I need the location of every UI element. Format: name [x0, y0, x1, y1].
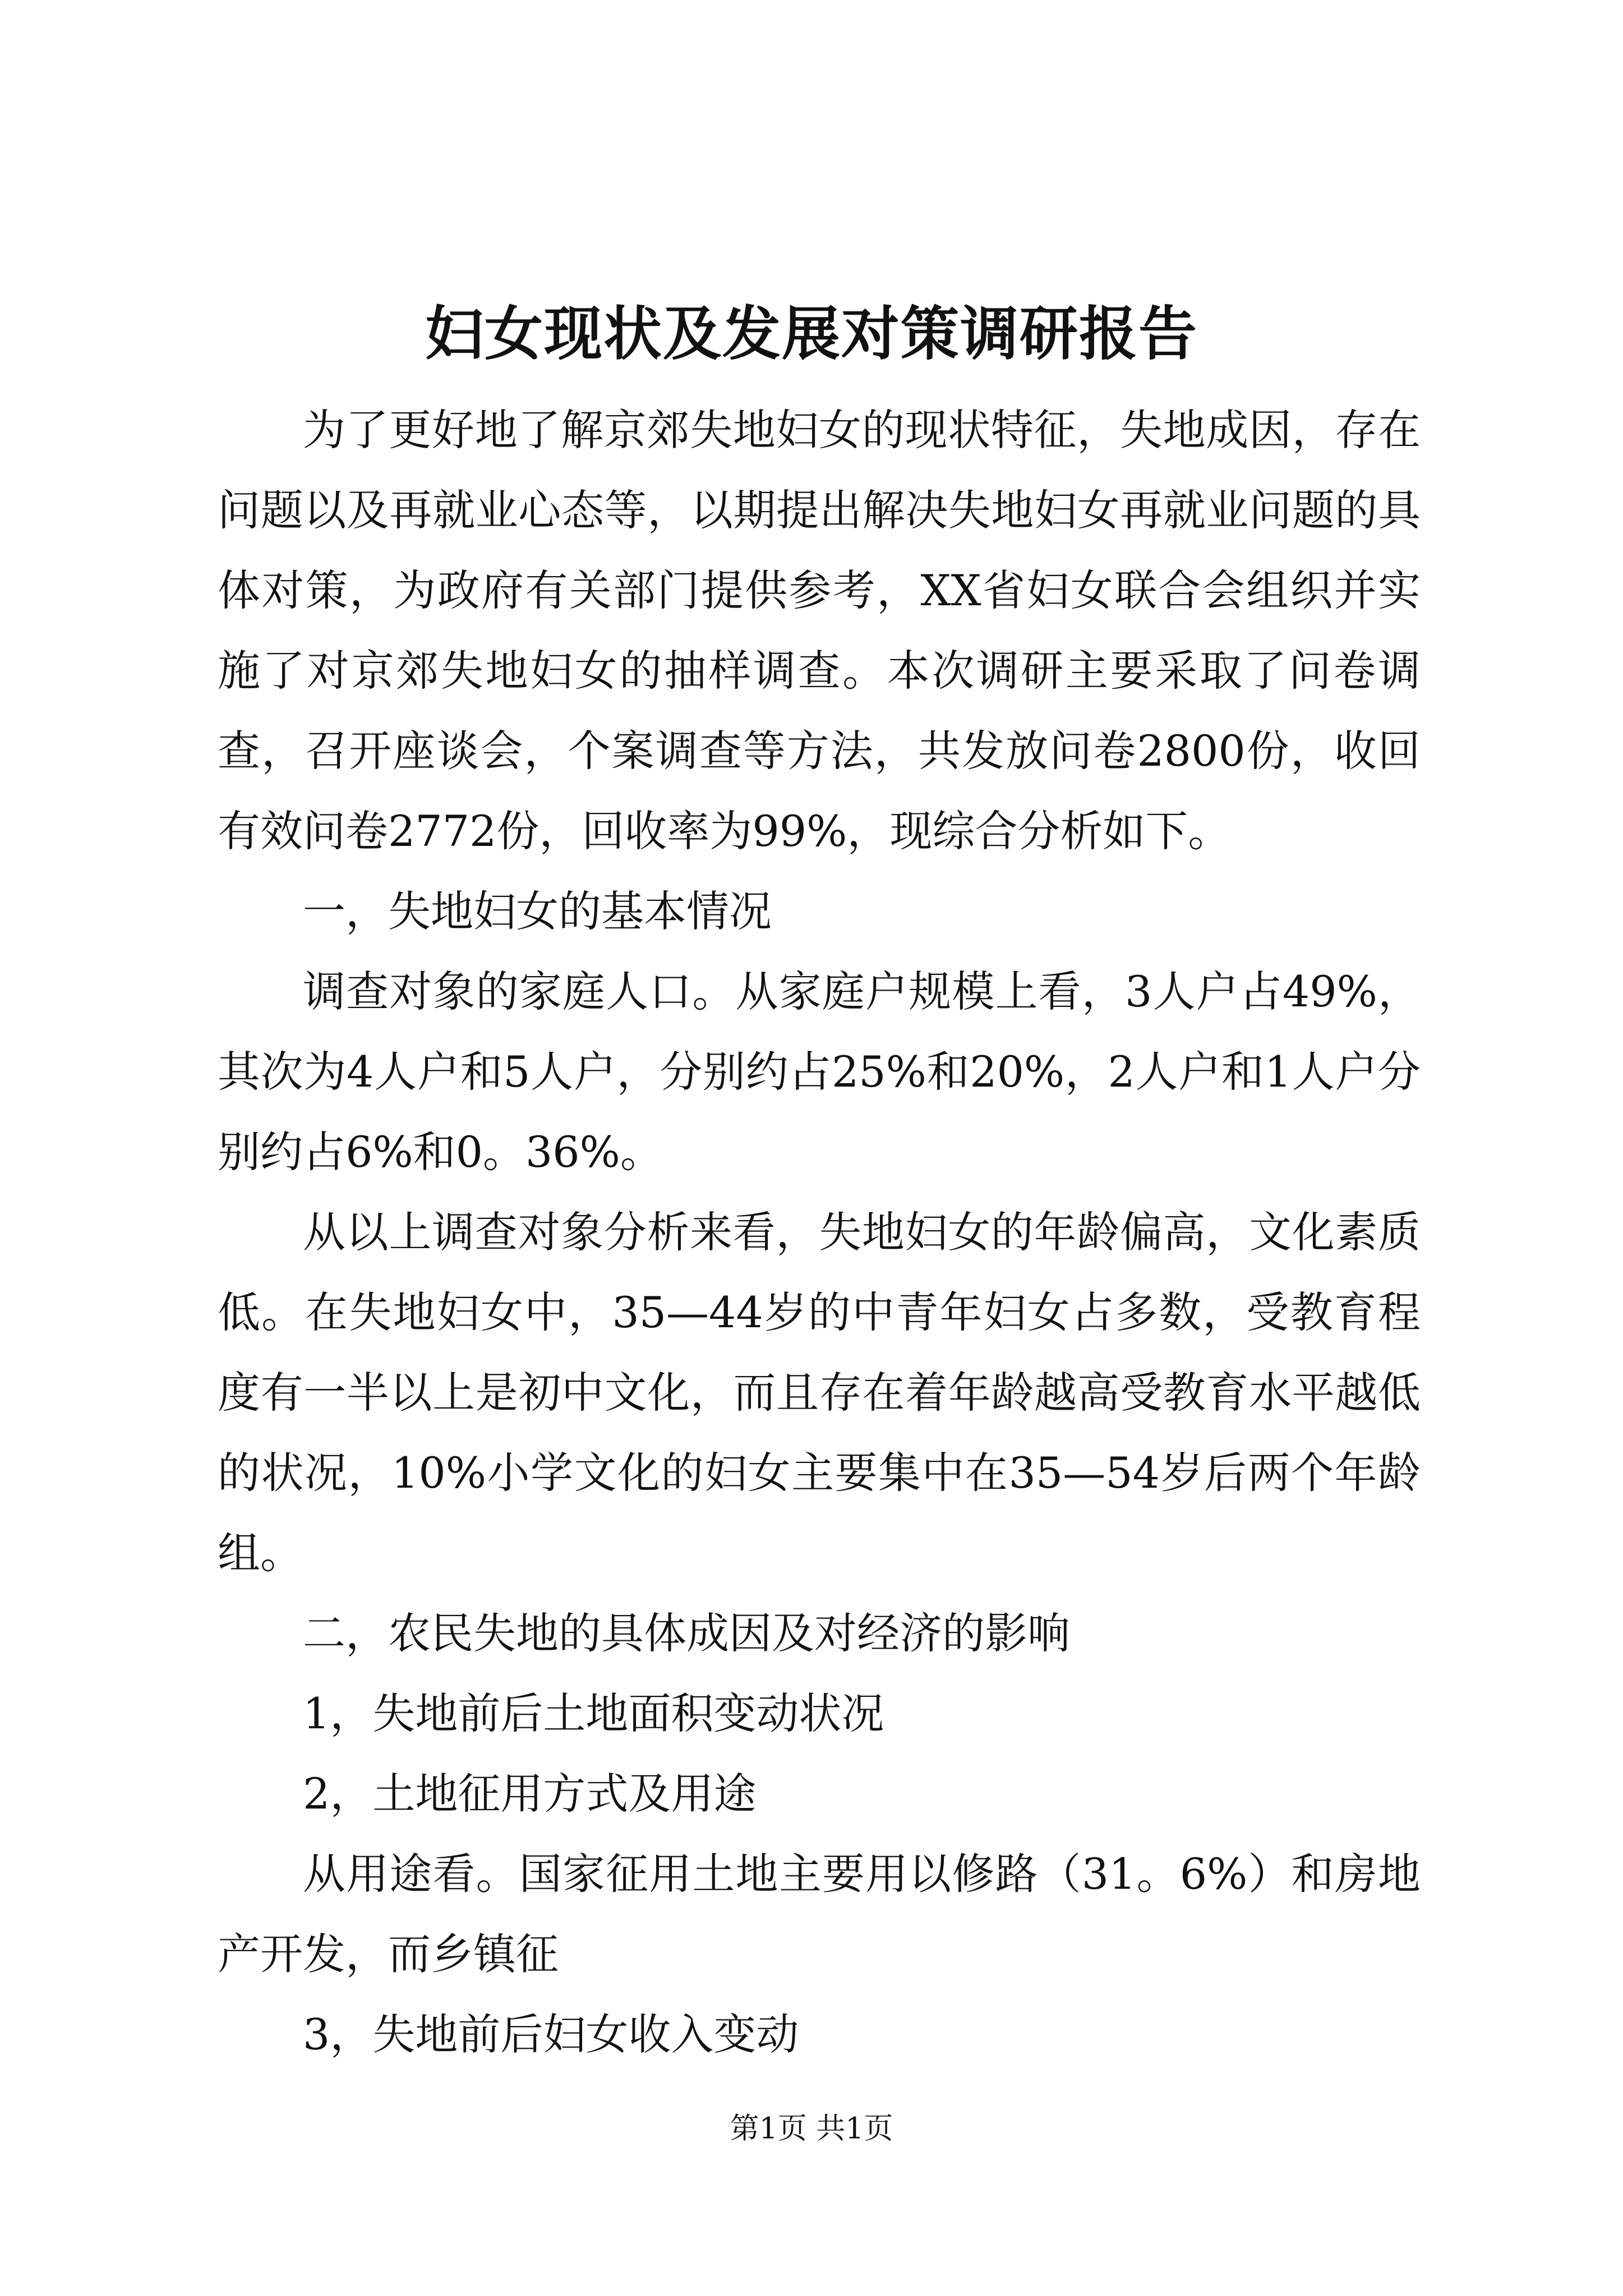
page-title: 妇女现状及发展对策调研报告: [425, 299, 1198, 368]
document-body: [218, 390, 1421, 2074]
subheading-income-change: 3，失地前后妇女收入变动: [303, 2009, 799, 2059]
section-heading-basic-situation: 一，失地妇女的基本情况: [303, 886, 772, 936]
paragraph-land-use: 从用途看。国家征用土地主要用以修路（31。6%）和房地产开发，而乡镇征: [218, 1849, 1421, 1979]
page-number-footer: 第1页 共1页: [730, 2112, 893, 2146]
paragraph-intro: 为了更好地了解京郊失地妇女的现状特征，失地成因，存在问题以及再就业心态等，以期提出解决失地妇女再就业问题的具体对策，为政府有关部门提供参考，XX省妇女联合会组织并实施了对京郊失地妇女的抽样调查。本次调研主要采取了问卷调查，召开座谈会，个案调查等方法，共发放问卷2800份，收回有效问卷2772份，回收率为99%，现综合分析如下。: [218, 405, 1421, 856]
subheading-land-area: 1，失地前后土地面积变动状况: [303, 1688, 884, 1738]
paragraph-age-education: 从以上调查对象分析来看，失地妇女的年龄偏高，文化素质低。在失地妇女中，35—44岁的中青年妇女占多数，受教育程度有一半以上是初中文化，而且存在着年龄越高受教育水平越低的状况，10%小学文化的妇女主要集中在35—54岁后两个年龄组。: [218, 1207, 1421, 1578]
paragraph-household-size: 调查对象的家庭人口。从家庭户规模上看，3人户占49%，其次为4人户和5人户，分别约占25%和20%，2人户和1人户分别约占6%和0。36%。: [218, 967, 1421, 1177]
subheading-land-use: 2，土地征用方式及用途: [303, 1769, 757, 1819]
section-heading-causes: 二，农民失地的具体成因及对经济的影响: [303, 1608, 1070, 1658]
